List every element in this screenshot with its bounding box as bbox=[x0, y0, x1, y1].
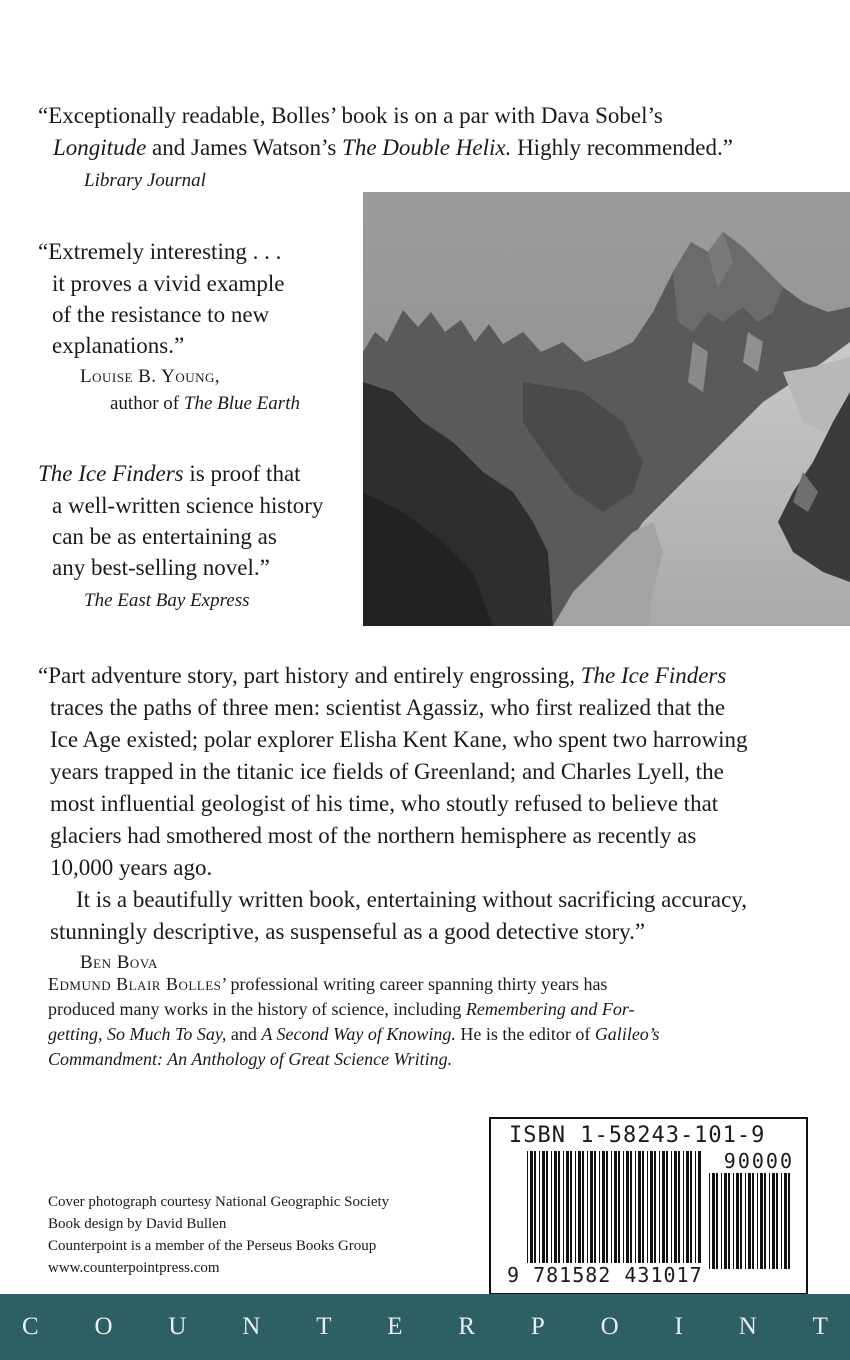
footer-letter: T bbox=[316, 1313, 332, 1340]
quote-4-line-7: 10,000 years ago. bbox=[50, 855, 213, 880]
barcode-bar bbox=[724, 1173, 727, 1269]
barcode-bar bbox=[776, 1173, 778, 1269]
barcode-bar bbox=[788, 1173, 790, 1269]
barcode-bar bbox=[539, 1151, 540, 1269]
author-prefix: author of bbox=[110, 393, 184, 414]
quote-4-text: “Part adventure story, part history and entirely engrossing, bbox=[38, 663, 581, 688]
book-title-blue-earth: The Blue Earth bbox=[183, 393, 300, 414]
quote-4-para2-line-2: stunningly descriptive, as suspenseful as a good detective story.” bbox=[50, 919, 646, 944]
book-title: getting, So Much To Say, bbox=[48, 1024, 227, 1044]
author-name: Edmund Blair Bolles bbox=[48, 974, 222, 994]
barcode-bar bbox=[659, 1151, 660, 1269]
book-title-ice-finders: The Ice Finders bbox=[38, 461, 184, 486]
barcode-bar bbox=[534, 1151, 536, 1269]
isbn-number: ISBN 1-58243-101-9 bbox=[509, 1123, 766, 1148]
barcode-bar bbox=[558, 1151, 560, 1269]
quote-3-line-2: a well-written science history bbox=[52, 493, 324, 518]
barcode-bar bbox=[674, 1151, 677, 1269]
barcode-bar bbox=[654, 1151, 656, 1269]
quote-1-text: and James Watson’s bbox=[146, 135, 343, 160]
barcode-bar bbox=[784, 1173, 787, 1269]
quote-3-line-3: can be as entertaining as bbox=[52, 524, 277, 549]
barcode-bar bbox=[570, 1151, 572, 1269]
bio-line-3 bbox=[48, 1022, 808, 1047]
barcode-bar bbox=[530, 1151, 533, 1269]
barcode-bar bbox=[635, 1151, 636, 1269]
book-title: Commandment: An Anthology of Great Science Writing. bbox=[48, 1049, 453, 1069]
footer-letter: N bbox=[738, 1313, 757, 1340]
quote-4-author: Ben Bova bbox=[80, 952, 158, 973]
book-title-ice-finders: The Ice Finders bbox=[580, 663, 727, 688]
quote-1-line-1: “Exceptionally readable, Bolles’ book is on a par with Dava Sobel’s bbox=[38, 103, 663, 128]
barcode-bar bbox=[671, 1151, 672, 1269]
bio-line-1 bbox=[48, 972, 808, 997]
quote-3-line-1 bbox=[38, 458, 301, 490]
barcode-bar bbox=[666, 1151, 668, 1269]
barcode-bar bbox=[611, 1151, 612, 1269]
credits-block bbox=[48, 1191, 389, 1279]
bio-line-2 bbox=[48, 997, 808, 1022]
quote-3-text: is proof that bbox=[183, 461, 301, 486]
quote-3-source bbox=[84, 588, 250, 614]
barcode-bar bbox=[647, 1151, 648, 1269]
quote-3-line-4: any best-selling novel.” bbox=[52, 555, 270, 580]
bio-text: ’ professional writing career spanning thirty years has bbox=[221, 974, 608, 994]
barcode-bar bbox=[578, 1151, 581, 1269]
quote-4-para2-line-1: It is a beautifully written book, entertaining without sacrificing accuracy, bbox=[76, 887, 748, 912]
price-addon-number: 90000 bbox=[723, 1149, 794, 1173]
footer-letter: E bbox=[387, 1313, 403, 1340]
footer-letter: C bbox=[22, 1313, 39, 1340]
barcode-bar bbox=[626, 1151, 629, 1269]
barcode-bar bbox=[686, 1151, 689, 1269]
barcode-bar bbox=[623, 1151, 624, 1269]
book-title: A Second Way of Knowing. bbox=[261, 1024, 456, 1044]
barcode-bar bbox=[575, 1151, 576, 1269]
barcode-bar bbox=[690, 1151, 692, 1269]
ean-number: 9 781582 431017 bbox=[507, 1263, 703, 1287]
book-title: Remembering and For- bbox=[465, 999, 635, 1019]
barcode-bar bbox=[542, 1151, 545, 1269]
barcode-bar bbox=[712, 1173, 715, 1269]
barcode-bar bbox=[602, 1151, 605, 1269]
quote-4-line-5: most influential geologist of his time, who stoutly refused to believe that bbox=[50, 791, 719, 816]
barcode-bar bbox=[740, 1173, 742, 1269]
footer-letter: I bbox=[674, 1313, 683, 1340]
barcode-bar bbox=[650, 1151, 653, 1269]
bio-text: He is the editor of bbox=[455, 1024, 595, 1044]
quote-4-line-6: glaciers had smothered most of the northern hemisphere as recently as bbox=[50, 823, 697, 848]
publisher-footer-band bbox=[0, 1294, 850, 1360]
barcode-bar bbox=[698, 1151, 701, 1269]
barcode-bar bbox=[745, 1173, 746, 1269]
quote-4-line-1 bbox=[38, 660, 726, 692]
barcode-bar bbox=[614, 1151, 617, 1269]
footer-letter: R bbox=[458, 1313, 476, 1340]
book-title-double-helix: The Double Helix. bbox=[342, 135, 512, 160]
ean-barcode-bars bbox=[527, 1151, 702, 1269]
barcode-bar bbox=[594, 1151, 596, 1269]
book-title: Galileo’s bbox=[594, 1024, 660, 1044]
barcode-bar bbox=[546, 1151, 548, 1269]
footer-letter: O bbox=[600, 1313, 619, 1340]
barcode-bar bbox=[757, 1173, 758, 1269]
footer-letter: P bbox=[530, 1313, 545, 1340]
quote-4-line-4: years trapped in the titanic ice fields of Greenland; and Charles Lyell, the bbox=[50, 759, 724, 784]
barcode-bar bbox=[590, 1151, 593, 1269]
barcode-bar bbox=[709, 1173, 710, 1269]
barcode-bar bbox=[695, 1151, 696, 1269]
isbn-barcode bbox=[489, 1117, 808, 1295]
barcode-bar bbox=[769, 1173, 770, 1269]
barcode-bar bbox=[606, 1151, 608, 1269]
barcode-bar bbox=[582, 1151, 584, 1269]
barcode-bar bbox=[599, 1151, 600, 1269]
bio-line-4 bbox=[48, 1047, 808, 1072]
quote-2-line-4: explanations.” bbox=[52, 333, 185, 358]
quote-4-line-3: Ice Age existed; polar explorer Elisha Kent Kane, who spent two harrowing bbox=[50, 727, 748, 752]
source-name: Library Journal bbox=[84, 170, 206, 191]
barcode-bar bbox=[566, 1151, 569, 1269]
quote-4-line-2: traces the paths of three men: scientist Agassiz, who first realized that the bbox=[50, 695, 726, 720]
quote-2-author: Louise B. Young, bbox=[80, 366, 221, 387]
barcode-bar bbox=[781, 1173, 782, 1269]
barcode-bar bbox=[638, 1151, 641, 1269]
footer-letter: O bbox=[94, 1313, 113, 1340]
quote-2-author-book bbox=[110, 391, 300, 417]
mountain-glacier-image bbox=[363, 192, 850, 626]
bio-text: and bbox=[226, 1024, 262, 1044]
barcode-bar bbox=[721, 1173, 722, 1269]
source-name: The East Bay Express bbox=[84, 590, 250, 611]
cover-photograph bbox=[363, 192, 850, 626]
credit-photo: Cover photograph courtesy National Geographic Society bbox=[48, 1194, 390, 1210]
barcode-bar bbox=[752, 1173, 754, 1269]
bio-text: produced many works in the history of science, including bbox=[48, 999, 466, 1019]
footer-letter: U bbox=[168, 1313, 187, 1340]
barcode-bar bbox=[630, 1151, 632, 1269]
barcode-bar bbox=[551, 1151, 552, 1269]
barcode-bar bbox=[716, 1173, 718, 1269]
barcode-bar bbox=[563, 1151, 564, 1269]
footer-letter: N bbox=[242, 1313, 261, 1340]
barcode-bar bbox=[618, 1151, 620, 1269]
barcode-bar bbox=[662, 1151, 665, 1269]
footer-letter: T bbox=[812, 1313, 828, 1340]
barcode-bar bbox=[728, 1173, 730, 1269]
barcode-bar bbox=[554, 1151, 557, 1269]
barcode-bar bbox=[772, 1173, 775, 1269]
barcode-bar bbox=[760, 1173, 763, 1269]
quote-1-source bbox=[84, 168, 206, 194]
credit-design: Book design by David Bullen bbox=[48, 1216, 227, 1232]
barcode-bar bbox=[736, 1173, 739, 1269]
barcode-bar bbox=[683, 1151, 684, 1269]
book-title-longitude: Longitude bbox=[53, 135, 147, 160]
quote-2-line-1: “Extremely interesting . . . bbox=[38, 239, 282, 264]
quote-1-text-end: Highly recommended.” bbox=[511, 135, 733, 160]
quote-1-line-2 bbox=[53, 132, 733, 164]
barcode-bar bbox=[678, 1151, 680, 1269]
barcode-bar bbox=[748, 1173, 751, 1269]
credit-website: www.counterpointpress.com bbox=[48, 1260, 220, 1276]
barcode-bar bbox=[642, 1151, 644, 1269]
barcode-bar bbox=[764, 1173, 766, 1269]
barcode-bar bbox=[587, 1151, 588, 1269]
barcode-bar bbox=[733, 1173, 734, 1269]
addon-barcode-bars bbox=[709, 1173, 793, 1269]
quote-2-line-3: of the resistance to new bbox=[52, 302, 270, 327]
author-bio bbox=[48, 972, 808, 1072]
quote-2-line-2: it proves a vivid example bbox=[52, 271, 285, 296]
barcode-bar bbox=[527, 1151, 528, 1269]
credit-publisher: Counterpoint is a member of the Perseus Books Group bbox=[48, 1238, 377, 1254]
